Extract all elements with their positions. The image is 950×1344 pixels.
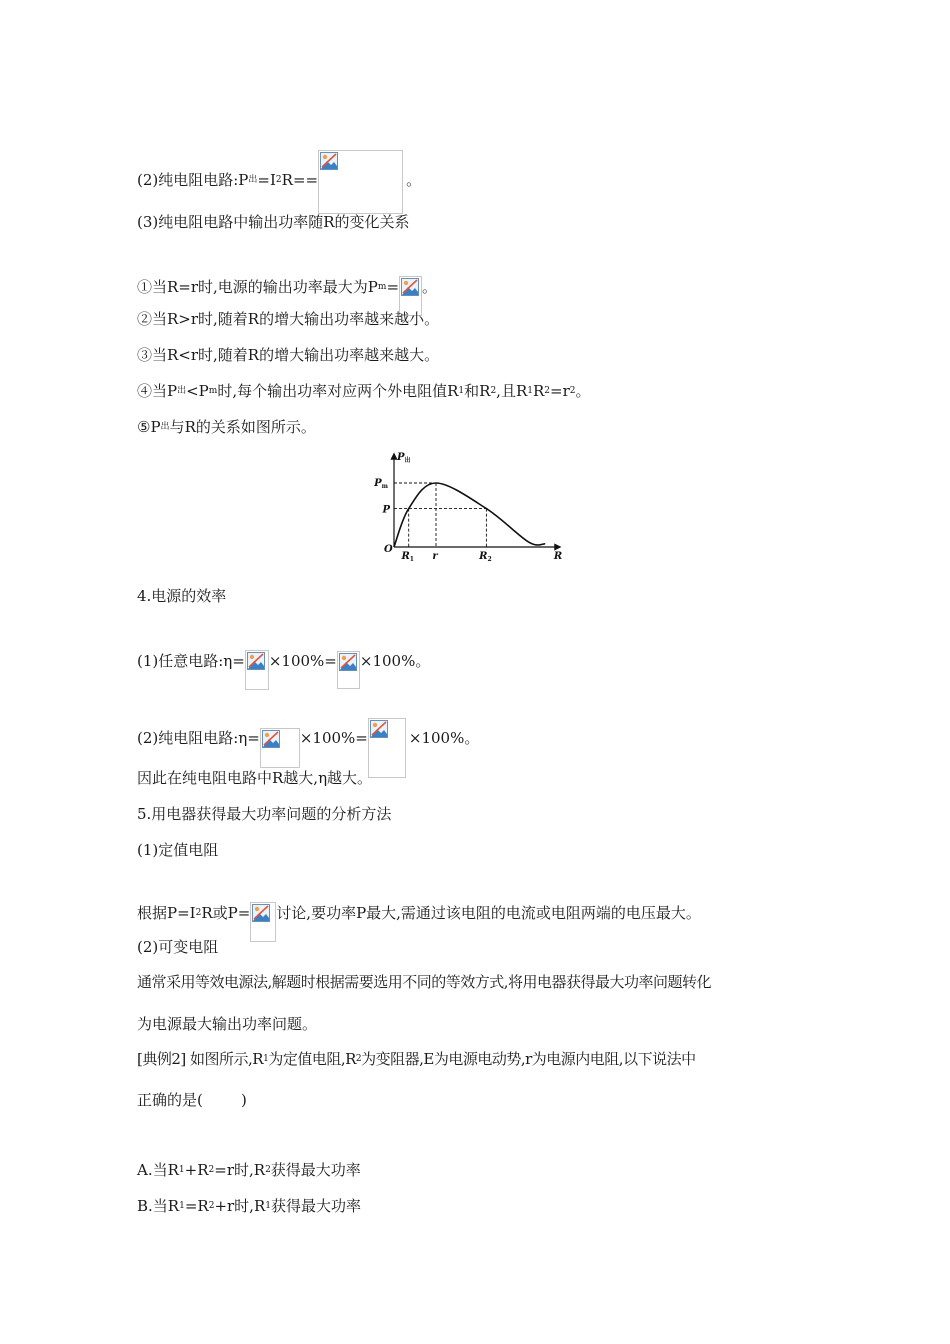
subscript: 1 xyxy=(458,386,465,396)
subscript: 2 xyxy=(544,386,550,396)
text: ×100%。 xyxy=(359,652,431,670)
y-axis-label: $P_出$ xyxy=(397,452,411,464)
paragraph: ②当R>r时,随着R的增大输出功率越来越小。 xyxy=(137,310,440,328)
text: <P xyxy=(186,382,209,400)
text: 。 xyxy=(422,278,438,296)
text: 获得最大功率 xyxy=(270,1161,361,1179)
text: (2)纯电阻电路:η= xyxy=(137,729,260,747)
superscript: 2 xyxy=(275,175,282,185)
text: =r xyxy=(550,382,570,400)
text: =I xyxy=(257,171,276,189)
text: +R xyxy=(184,1161,209,1179)
text: =r时,R xyxy=(214,1161,266,1179)
text: = xyxy=(386,278,400,296)
subscript: 2 xyxy=(355,1054,362,1064)
subscript: 出 xyxy=(248,175,258,185)
tick-label-x-3: $R_2$ xyxy=(479,551,492,563)
superscript: 2 xyxy=(195,908,202,918)
text: 为变阻器,E为电源电动势,r为电源内电阻,以下说法中 xyxy=(361,1050,696,1068)
broken-image-icon xyxy=(262,730,280,748)
subscript: m xyxy=(377,282,387,292)
option-a xyxy=(137,1160,361,1180)
subsection-heading: (2)可变电阻 xyxy=(137,938,219,956)
formula-image xyxy=(260,728,300,768)
subscript: 1 xyxy=(179,1201,185,1211)
subscript: 2 xyxy=(208,1201,215,1211)
text: (2)纯电阻电路:P xyxy=(137,171,249,189)
paragraph: 正确的是( ) xyxy=(137,1091,247,1109)
broken-image-icon xyxy=(370,720,388,738)
formula-image xyxy=(250,902,276,942)
broken-image-icon xyxy=(252,904,270,922)
section-heading: (3)纯电阻电路中输出功率随R的变化关系 xyxy=(137,213,410,231)
formula-image xyxy=(318,150,403,214)
subscript: 2 xyxy=(265,1165,271,1175)
text: 讨论,要功率P最大,需通过该电阻的电流或电阻两端的电压最大。 xyxy=(276,904,701,922)
tick-label-x-2: r xyxy=(432,551,438,562)
text: R xyxy=(532,382,545,400)
text: 和R xyxy=(464,382,491,400)
text: A.当R xyxy=(137,1161,179,1179)
x-axis-label: R xyxy=(553,551,563,562)
text: 根据P=I xyxy=(137,904,196,922)
text: (1)任意电路:η= xyxy=(137,652,245,670)
text: 与R的关系如图所示。 xyxy=(169,418,316,436)
subscript: 2 xyxy=(208,1165,215,1175)
text: 为定值电阻,R xyxy=(268,1050,356,1068)
formula-image xyxy=(245,650,269,690)
section-heading: 5.用电器获得最大功率问题的分析方法 xyxy=(137,805,392,823)
paragraph: 通常采用等效电源法,解题时根据需要选用不同的等效方式,将用电器获得最大功率问题转化 xyxy=(137,973,712,991)
superscript: 2 xyxy=(569,386,576,396)
text: ⑤P xyxy=(137,418,161,436)
origin-label: O xyxy=(384,544,393,555)
paragraph: ③当R<r时,随着R的增大输出功率越来越大。 xyxy=(137,346,440,364)
formula-image xyxy=(368,718,406,778)
line-pure-resistance-output xyxy=(137,146,421,214)
text: ×100%= xyxy=(268,652,337,670)
text: R或P= xyxy=(201,904,251,922)
subscript: 出 xyxy=(160,422,170,432)
tick-label-p: P xyxy=(382,504,390,516)
text: ,且R xyxy=(496,382,528,400)
section-heading: 4.电源的效率 xyxy=(137,587,227,605)
paragraph xyxy=(137,884,701,942)
power-curve xyxy=(394,483,545,547)
option-b xyxy=(137,1196,361,1216)
tick-label-pm: $P_m$ xyxy=(374,478,388,490)
text: =R xyxy=(184,1197,209,1215)
broken-image-icon xyxy=(401,278,419,296)
text: 。 xyxy=(406,171,422,189)
text: ①当R=r时,电源的输出功率最大为P xyxy=(137,278,378,296)
paragraph: 因此在纯电阻电路中R越大,η越大。 xyxy=(137,769,373,787)
broken-image-icon xyxy=(247,652,265,670)
example-question xyxy=(137,1049,696,1069)
subscript: 1 xyxy=(178,1165,185,1175)
text: 时,每个输出功率对应两个外电阻值R xyxy=(217,382,459,400)
text: [典例2] 如图所示,R xyxy=(137,1050,264,1068)
broken-image-icon xyxy=(320,152,338,170)
line-max-power xyxy=(137,258,437,316)
paragraph xyxy=(137,417,316,437)
text: B.当R xyxy=(137,1197,180,1215)
formula-image xyxy=(337,651,360,689)
line-efficiency-pure xyxy=(137,698,479,778)
text: ×100%。 xyxy=(408,729,480,747)
tick-label-x-1: $R_1$ xyxy=(401,551,414,563)
text: 。 xyxy=(575,382,591,400)
line-efficiency-general xyxy=(137,632,430,690)
paragraph xyxy=(137,381,591,401)
subscript: 1 xyxy=(263,1054,269,1064)
broken-image-icon xyxy=(339,653,357,671)
text: ×100%= xyxy=(299,729,368,747)
subscript: m xyxy=(208,386,218,396)
subscript: 1 xyxy=(265,1201,271,1211)
text: ④当P xyxy=(137,382,178,400)
subscript: 1 xyxy=(527,386,533,396)
text: +r时,R xyxy=(214,1197,266,1215)
text: R== xyxy=(281,171,319,189)
paragraph: 为电源最大输出功率问题。 xyxy=(137,1015,318,1033)
subscript: 出 xyxy=(177,386,187,396)
power-resistance-chart xyxy=(374,448,570,563)
subscript: 2 xyxy=(490,386,497,396)
text: 获得最大功率 xyxy=(270,1197,361,1215)
subsection-heading: (1)定值电阻 xyxy=(137,841,219,859)
